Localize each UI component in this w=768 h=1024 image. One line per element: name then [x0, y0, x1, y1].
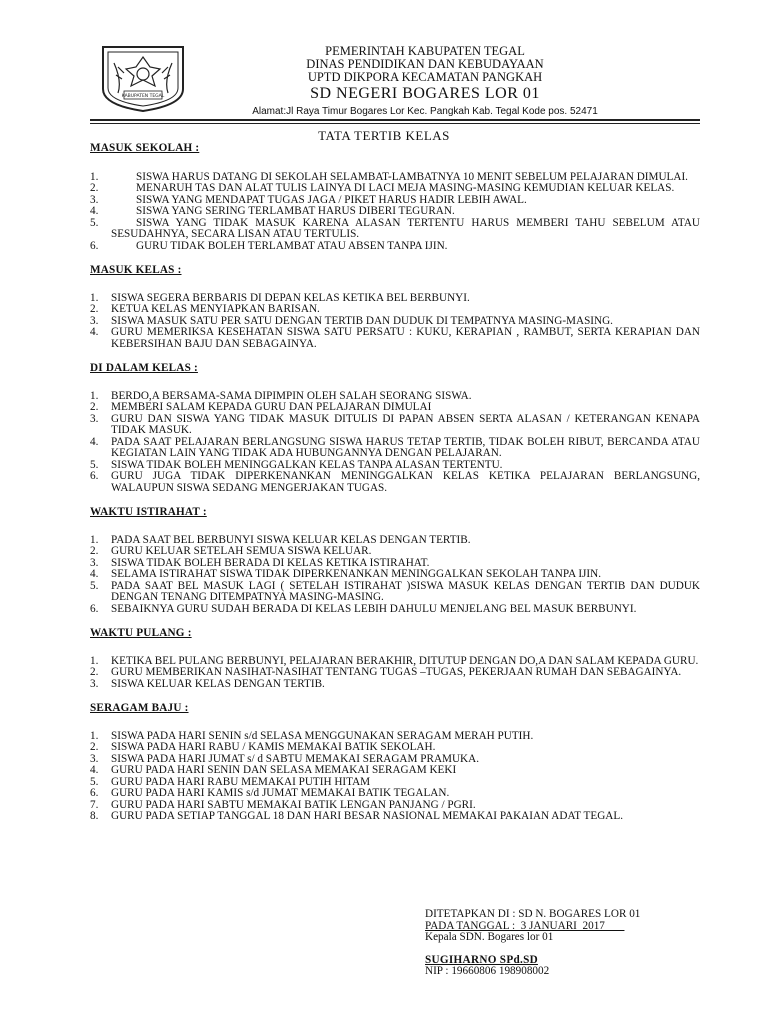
list-item	[90, 667, 700, 679]
item-text: PADA SAAT BEL MASUK LAGI ( SETELAH ISTIRAHAT )SISWA MASUK KELAS DENGAN TERTIB DAN DUDUK DENGAN TENANG DITEMPATNYA MASING-MASING.	[111, 579, 700, 603]
item-number: 2.	[90, 182, 99, 194]
regency-emblem	[100, 43, 186, 113]
item-text: GURU JUGA TIDAK DIPERKENANKAN MENINGGALKAN KELAS KETIKA PELAJARAN BERLANGSUNG, WALAUPUN SISWA SEDANG MENGERJAKAN TUGAS.	[111, 470, 700, 494]
item-text: GURU PADA HARI SABTU MEMAKAI BATIK LENGAN PANJANG / PGRI.	[111, 798, 476, 811]
item-number: 5.	[90, 775, 99, 788]
item-text: PADA SAAT PELAJARAN BERLANGSUNG SISWA HARUS TETAP TERTIB, TIDAK BOLEH RIBUT, BERCANDA ATAU KEGIATAN LAIN YANG TIDAK ADA HUBUNGANNYA DENGAN PELAJARAN.	[111, 435, 700, 459]
item-number: 2.	[90, 545, 99, 557]
item-text: PADA SAAT BEL BERBUNYI SISWA KELUAR KELAS DENGAN TERTIB.	[111, 533, 471, 546]
item-number: 6.	[90, 602, 99, 615]
item-text: SISWA MASUK SATU PER SATU DENGAN TERTIB DAN DUDUK DI TEMPATNYA MASING-MASING.	[111, 314, 613, 327]
item-number: 1.	[90, 291, 99, 304]
school-address: Alamat:Jl Raya Timur Bogares Lor Kec. Pangkah Kab. Tegal Kode pos. 52471	[252, 106, 598, 117]
list-item	[90, 679, 700, 691]
item-number: 3.	[90, 193, 99, 206]
item-number: 2.	[90, 303, 99, 315]
item-number: 3.	[90, 677, 99, 690]
item-number: 2.	[90, 741, 99, 753]
item-number: 3.	[90, 412, 99, 425]
item-number: 1.	[90, 654, 99, 667]
section-heading: WAKTU ISTIRAHAT :	[90, 506, 207, 518]
item-text: BERDO,A BERSAMA-SAMA DIPIMPIN OLEH SALAH SEORANG SISWA.	[111, 389, 472, 402]
item-number: 4.	[90, 435, 99, 448]
item-number: 3.	[90, 314, 99, 327]
item-text: GURU TIDAK BOLEH TERLAMBAT ATAU ABSEN TANPA IJIN.	[136, 239, 448, 252]
rule-list	[90, 731, 700, 823]
item-number: 4.	[90, 205, 99, 217]
list-item	[90, 581, 700, 604]
item-number: 7.	[90, 798, 99, 811]
list-item	[90, 437, 700, 460]
tanggal-line: PADA TANGGAL : 3 JANUARI 2017	[425, 919, 625, 932]
item-number: 6.	[90, 470, 99, 482]
item-text: GURU KELUAR SETELAH SEMUA SISWA KELUAR.	[111, 545, 372, 557]
ditetapkan-line: DITETAPKAN DI : SD N. BOGARES LOR 01	[425, 908, 641, 920]
item-text: SISWA YANG MENDAPAT TUGAS JAGA / PIKET HARUS HADIR LEBIH AWAL.	[136, 193, 527, 206]
item-text: GURU PADA HARI RABU MEMAKAI PUTIH HITAM	[111, 775, 371, 788]
item-number: 4.	[90, 764, 99, 776]
item-text: SEBAIKNYA GURU SUDAH BERADA DI KELAS LEBIH DAHULU MENJELANG BEL MASUK BERBUNYI.	[111, 602, 637, 615]
list-item	[90, 241, 700, 253]
rules-content	[90, 141, 700, 823]
item-text: SISWA TIDAK BOLEH BERADA DI KELAS KETIKA ISTIRAHAT.	[111, 556, 430, 569]
item-number: 2.	[90, 666, 99, 678]
list-item	[90, 569, 700, 581]
item-number: 1.	[90, 389, 99, 402]
item-text: MENARUH TAS DAN ALAT TULIS LAINYA DI LACI MEJA MASING-MASING KEMUDIAN KELUAR KELAS.	[136, 182, 675, 194]
item-number: 1.	[90, 729, 99, 742]
list-item	[90, 788, 700, 800]
item-number: 1.	[90, 170, 99, 183]
list-item	[90, 218, 700, 241]
item-text: KETIKA BEL PULANG BERBUNYI, PELAJARAN BERAKHIR, DITUTUP DENGAN DO,A DAN SALAM KEPADA GURU.	[111, 654, 699, 667]
jabatan-line: Kepala SDN. Bogares lor 01	[425, 931, 554, 943]
list-item	[90, 304, 700, 316]
list-item	[90, 414, 700, 437]
school-name: SD NEGERI BOGARES LOR 01	[310, 85, 540, 102]
rule-list	[90, 535, 700, 616]
header-uptd: UPTD DIKPORA KECAMATAN PANGKAH	[307, 70, 543, 84]
section-heading: DI DALAM KELAS :	[90, 362, 198, 374]
item-text: SISWA PADA HARI JUMAT s/ d SABTU MEMAKAI SERAGAM PRAMUKA.	[111, 752, 480, 765]
signatory-nip: NIP : 19660806 198908002	[425, 965, 550, 977]
header-rule-thin	[90, 123, 700, 124]
item-text: GURU PADA HARI KAMIS s/d JUMAT MEMAKAI BATIK TEGALAN.	[111, 787, 450, 799]
item-text: MEMBERI SALAM KEPADA GURU DAN PELAJARAN DIMULAI	[111, 401, 432, 413]
header-department: DINAS PENDIDIKAN DAN KEBUDAYAAN	[306, 57, 544, 71]
item-text: SISWA TIDAK BOLEH MENINGGALKAN KELAS TANPA ALASAN TERTENTU.	[111, 458, 503, 471]
section-heading: MASUK SEKOLAH :	[90, 142, 200, 154]
item-text: GURU PADA HARI SENIN DAN SELASA MEMAKAI SERAGAM KEKI	[111, 764, 457, 776]
list-item	[90, 546, 700, 558]
list-item	[90, 471, 700, 494]
list-item	[90, 327, 700, 350]
item-text: GURU MEMERIKSA KESEHATAN SISWA SATU PERSATU : KUKU, KERAPIAN , RAMBUT, SERTA KERAPIAN DAN KEBERSIHAN BAJU DAN SEBAGAINYA.	[111, 326, 700, 350]
list-item	[90, 183, 700, 195]
item-number: 6.	[90, 239, 99, 252]
document-title: TATA TERTIB KELAS	[318, 128, 450, 143]
emblem-caption: KABUPATEN TEGAL	[121, 94, 165, 99]
item-number: 3.	[90, 556, 99, 569]
item-number: 8.	[90, 810, 99, 822]
rule-list	[90, 172, 700, 253]
item-text: SISWA KELUAR KELAS DENGAN TERTIB.	[111, 677, 325, 690]
item-text: SISWA YANG TIDAK MASUK KARENA ALASAN TERTENTU HARUS MEMBERI TAHU SEBELUM ATAU SESUDAHNYA, SECARA LISAN ATAU TERTULIS.	[111, 216, 700, 240]
item-text: GURU DAN SISWA YANG TIDAK MASUK DITULIS DI PAPAN ABSEN SERTA ALASAN / KETERANGAN KENAPA TIDAK MASUK.	[111, 412, 700, 436]
item-number: 1.	[90, 533, 99, 546]
signature-block	[425, 909, 715, 978]
item-text: SISWA HARUS DATANG DI SEKOLAH SELAMBAT-LAMBATNYA 10 MENIT SEBELUM PELAJARAN DIMULAI.	[136, 170, 688, 183]
item-text: SISWA YANG SERING TERLAMBAT HARUS DIBERI TEGURAN.	[136, 205, 455, 217]
item-text: GURU PADA SETIAP TANGGAL 18 DAN HARI BESAR NASIONAL MEMAKAI PAKAIAN ADAT TEGAL.	[111, 810, 623, 822]
item-number: 2.	[90, 401, 99, 413]
item-number: 4.	[90, 568, 99, 580]
list-item	[90, 206, 700, 218]
item-number: 5.	[90, 579, 99, 592]
item-number: 4.	[90, 326, 99, 338]
list-item	[90, 604, 700, 616]
list-item	[90, 742, 700, 754]
item-number: 5.	[90, 216, 99, 229]
item-text: KETUA KELAS MENYIAPKAN BARISAN.	[111, 303, 320, 315]
section-heading: SERAGAM BAJU :	[90, 702, 189, 714]
list-item	[90, 811, 700, 823]
item-number: 3.	[90, 752, 99, 765]
header-government: PEMERINTAH KABUPATEN TEGAL	[325, 44, 525, 58]
item-text: SELAMA ISTIRAHAT SISWA TIDAK DIPERKENANKAN MENINGGALKAN SEKOLAH TANPA IJIN.	[111, 568, 602, 580]
rule-list	[90, 656, 700, 691]
signatory-name: SUGIHARNO SPd.SD	[425, 953, 538, 966]
section-heading: MASUK KELAS :	[90, 264, 182, 276]
item-text: GURU MEMBERIKAN NASIHAT-NASIHAT TENTANG TUGAS –TUGAS, PEKERJAAN RUMAH DAN SEBAGAINYA.	[111, 666, 682, 678]
item-text: SISWA PADA HARI RABU / KAMIS MEMAKAI BATIK SEKOLAH.	[111, 741, 436, 753]
item-number: 5.	[90, 458, 99, 471]
header-rule-thick	[90, 119, 700, 121]
list-item	[90, 402, 700, 414]
rule-list	[90, 293, 700, 351]
item-text: SISWA PADA HARI SENIN s/d SELASA MENGGUNAKAN SERAGAM MERAH PUTIH.	[111, 729, 534, 742]
item-number: 6.	[90, 787, 99, 799]
section-heading: WAKTU PULANG :	[90, 627, 192, 639]
item-text: SISWA SEGERA BERBARIS DI DEPAN KELAS KETIKA BEL BERBUNYI.	[111, 291, 470, 304]
rule-list	[90, 391, 700, 495]
list-item	[90, 765, 700, 777]
